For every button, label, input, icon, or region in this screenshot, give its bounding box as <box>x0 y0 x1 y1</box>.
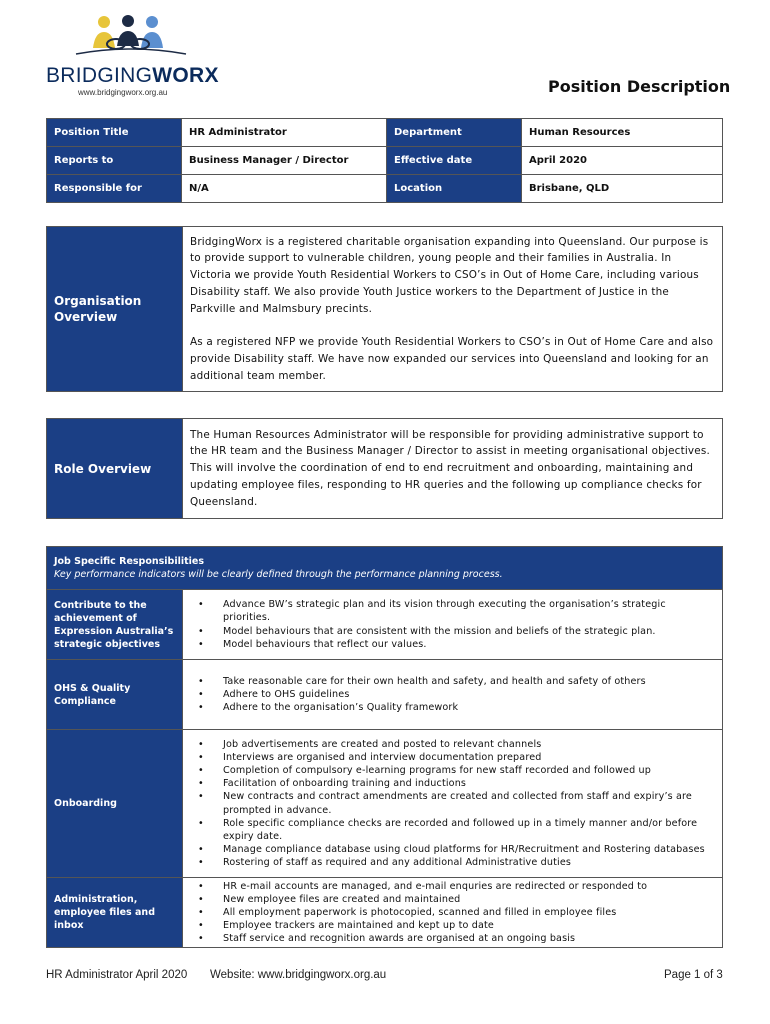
info-row <box>47 147 723 175</box>
list-item: • Employee trackers are maintained and kept up to date <box>195 919 715 932</box>
brand-wordmark: BRIDGINGWORX <box>46 64 219 87</box>
info-label: Position Title <box>47 119 182 147</box>
paragraph: The Human Resources Administrator will be responsible for providing administrative support to the HR team and the Business Manager / Director to assist in meeting organisational objectives. This will involve the coordination of end to end recruitment and onboarding, maintaining and updating employee files, responding to HR queries and the following up compliance checks for Queensland. <box>190 428 710 508</box>
responsibility-row <box>47 660 723 730</box>
list-item: • Manage compliance database using cloud platforms for HR/Recruitment and Rostering databases <box>195 843 715 856</box>
responsibilities-subtitle: Key performance indicators will be clearly defined through the performance planning process. <box>54 569 503 580</box>
organisation-overview-section <box>46 226 723 392</box>
list-item: • Interviews are organised and interview documentation prepared <box>195 751 715 764</box>
responsibilities-table <box>46 546 723 948</box>
list-item: • Staff service and recognition awards are organised at an ongoing basis <box>195 932 715 945</box>
brand-url: www.bridgingworx.org.au <box>78 88 168 97</box>
responsibility-heading: Administration, employee files and inbox <box>47 878 183 948</box>
list-item: • Take reasonable care for their own health and safety, and health and safety of others <box>195 675 715 688</box>
info-label: Reports to <box>47 147 182 175</box>
info-row <box>47 119 723 147</box>
responsibility-heading: OHS & Quality Compliance <box>47 660 183 730</box>
info-value: N/A <box>182 175 387 203</box>
info-value: Brisbane, QLD <box>522 175 723 203</box>
responsibilities-header <box>47 547 723 590</box>
responsibility-list <box>183 660 723 730</box>
role-overview-section <box>46 418 723 519</box>
responsibility-heading: Onboarding <box>47 730 183 878</box>
list-item: • New employee files are created and maintained <box>195 893 715 906</box>
page-title: Position Description <box>548 77 731 96</box>
list-item: • Facilitation of onboarding training and inductions <box>195 777 715 790</box>
info-label: Effective date <box>387 147 522 175</box>
info-label: Department <box>387 119 522 147</box>
list-item: • Job advertisements are created and posted to relevant channels <box>195 738 715 751</box>
list-item: • All employment paperwork is photocopied, scanned and filled in employee files <box>195 906 715 919</box>
organisation-overview-text <box>183 227 723 392</box>
info-row <box>47 175 723 203</box>
responsibility-row <box>47 730 723 878</box>
responsibility-heading: Contribute to the achievement of Expression Australia’s strategic objectives <box>47 590 183 660</box>
list-item: • Adhere to OHS guidelines <box>195 688 715 701</box>
list-item: • Rostering of staff as required and any additional Administrative duties <box>195 856 715 869</box>
footer-left: HR Administrator April 2020 <box>46 969 188 981</box>
responsibility-list <box>183 878 723 948</box>
role-overview-heading: Role Overview <box>47 419 183 519</box>
paragraph: As a registered NFP we provide Youth Residential Workers to CSO’s in Out of Home Care and also provide Disability staff. We have now expanded our services into Queensland and looking for an additional team member. <box>190 336 714 382</box>
list-item: • Adhere to the organisation’s Quality framework <box>195 701 715 714</box>
list-item: • Model behaviours that reflect our values. <box>195 638 715 651</box>
footer-website: Website: www.bridgingworx.org.au <box>210 969 387 981</box>
position-info-table <box>46 118 723 203</box>
role-overview-text <box>183 419 723 519</box>
info-label: Responsible for <box>47 175 182 203</box>
info-value: Human Resources <box>522 119 723 147</box>
responsibility-list <box>183 590 723 660</box>
organisation-overview-heading: Organisation Overview <box>47 227 183 392</box>
responsibilities-title: Job Specific Responsibilities <box>54 556 205 567</box>
footer-page-number: Page 1 of 3 <box>664 969 723 981</box>
paragraph: BridgingWorx is a registered charitable organisation expanding into Queensland. Our purpose is to provide support to vulnerable children, young people and their families in Australia. In Victoria we provide Youth Residential Workers to CSO’s in Out of Home Care, including various Disability staff. We also provide Youth Justice workers to the Department of Justice in the Parkville and Malmsbury precints. <box>190 235 709 315</box>
responsibility-row <box>47 590 723 660</box>
list-item: • HR e-mail accounts are managed, and e-mail enquries are redirected or responded to <box>195 880 715 893</box>
info-label: Location <box>387 175 522 203</box>
info-value: Business Manager / Director <box>182 147 387 175</box>
info-value: HR Administrator <box>182 119 387 147</box>
list-item: • Completion of compulsory e-learning programs for new staff recorded and followed up <box>195 764 715 777</box>
list-item: • New contracts and contract amendments are created and collected from staff and expiry’s are prompted in advance. <box>195 790 715 816</box>
info-value: April 2020 <box>522 147 723 175</box>
list-item: • Advance BW’s strategic plan and its vision through executing the organisation’s strategic priorities. <box>195 598 715 624</box>
responsibility-row <box>47 878 723 948</box>
list-item: • Role specific compliance checks are recorded and followed up in a timely manner and/or before expiry date. <box>195 817 715 843</box>
list-item: • Model behaviours that are consistent with the mission and beliefs of the strategic plan. <box>195 625 715 638</box>
people-chain-icon <box>46 14 216 64</box>
responsibility-list <box>183 730 723 878</box>
